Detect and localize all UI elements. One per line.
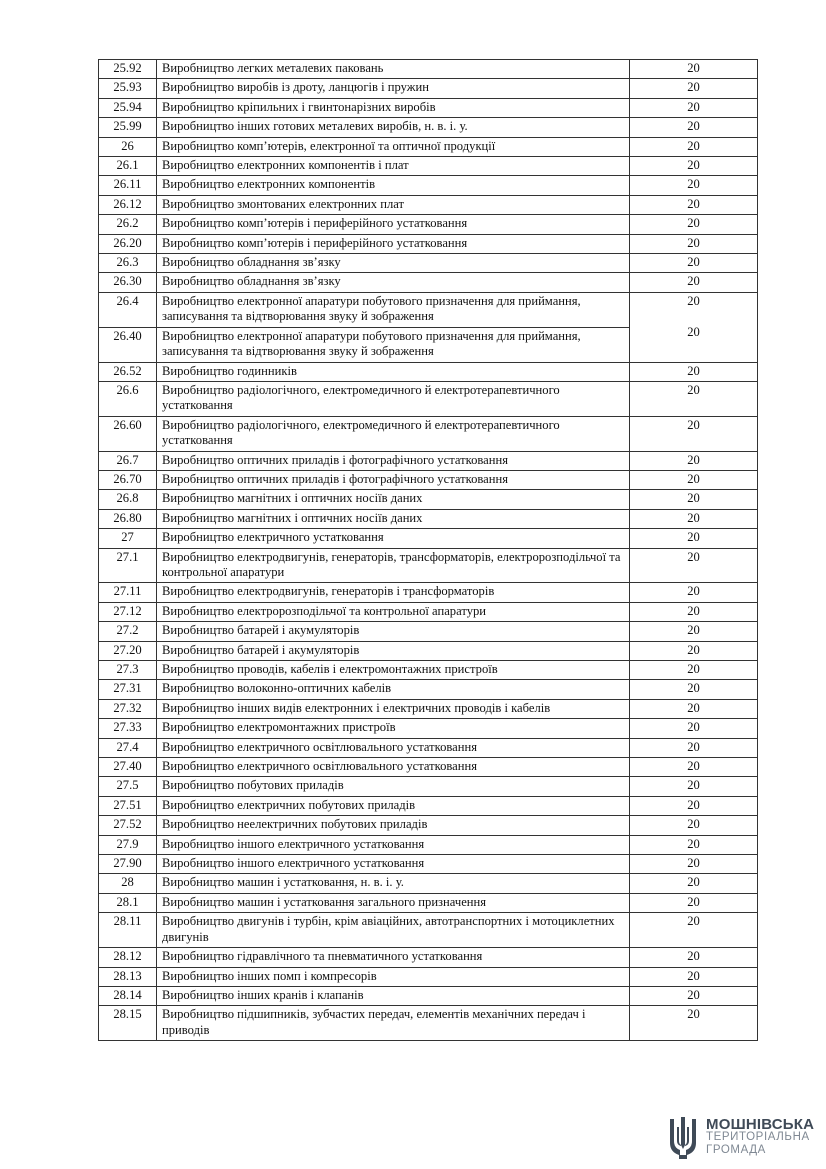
rate-cell: 20 — [630, 195, 758, 214]
table-row — [99, 913, 758, 948]
rate-cell: 20 — [630, 602, 758, 621]
table-row — [99, 548, 758, 583]
table-row — [99, 796, 758, 815]
kved-code-cell: 27.12 — [99, 602, 157, 621]
kved-rates-table — [98, 59, 758, 1041]
rate-cell: 20 — [630, 874, 758, 893]
table-row — [99, 215, 758, 234]
rate-cell: 20 — [630, 529, 758, 548]
kved-code-cell: 27.40 — [99, 758, 157, 777]
community-logo-text — [706, 1115, 815, 1157]
table-row — [99, 719, 758, 738]
table-row — [99, 777, 758, 796]
kved-code-cell: 26.12 — [99, 195, 157, 214]
activity-name-cell: Виробництво електронної апаратури побутового призначення для приймання, записування та відтворювання звуку й зображення — [157, 327, 630, 362]
table-row — [99, 816, 758, 835]
kved-code-cell: 28.12 — [99, 948, 157, 967]
rate-cell: 20 — [630, 98, 758, 117]
activity-name-cell: Виробництво магнітних і оптичних носіїв даних — [157, 509, 630, 528]
kved-code-cell: 27.5 — [99, 777, 157, 796]
rate-cell: 20 — [630, 490, 758, 509]
table-row — [99, 79, 758, 98]
rate-cell: 20 — [630, 796, 758, 815]
kved-code-cell: 26.30 — [99, 273, 157, 292]
table-row — [99, 490, 758, 509]
kved-code-cell: 26.70 — [99, 470, 157, 489]
activity-name-cell: Виробництво радіологічного, електромедичного й електротерапевтичного устатковання — [157, 381, 630, 416]
rate-cell: 20 — [630, 967, 758, 986]
rate-cell: 20 — [630, 816, 758, 835]
rate-cell: 20 — [630, 699, 758, 718]
kved-code-cell: 26.60 — [99, 416, 157, 451]
trident-emblem-icon — [666, 1115, 700, 1159]
kved-code-cell: 25.99 — [99, 118, 157, 137]
rate-cell: 20 — [630, 416, 758, 451]
table-row — [99, 98, 758, 117]
rate-cell: 20 — [630, 451, 758, 470]
activity-name-cell: Виробництво інших видів електронних і електричних проводів і кабелів — [157, 699, 630, 718]
activity-name-cell: Виробництво електродвигунів, генераторів, трансформаторів, електророзподільчої та контрольної апаратури — [157, 548, 630, 583]
rate-cell: 20 — [630, 622, 758, 641]
table-row — [99, 699, 758, 718]
rate-cell: 20 — [630, 60, 758, 79]
kved-code-cell: 26.4 — [99, 292, 157, 327]
kved-code-cell: 27.51 — [99, 796, 157, 815]
kved-code-cell: 27.1 — [99, 548, 157, 583]
table-row — [99, 529, 758, 548]
table-row — [99, 758, 758, 777]
kved-code-cell: 27.11 — [99, 583, 157, 602]
kved-code-cell: 28.15 — [99, 1006, 157, 1041]
rate-cell: 20 — [630, 641, 758, 660]
activity-name-cell: Виробництво інших готових металевих виробів, н. в. і. у. — [157, 118, 630, 137]
activity-name-cell: Виробництво двигунів і турбін, крім авіаційних, автотранспортних і мотоциклетних двигунів — [157, 913, 630, 948]
rate-cell: 20 — [630, 381, 758, 416]
table-row — [99, 362, 758, 381]
kved-code-cell: 25.94 — [99, 98, 157, 117]
activity-name-cell: Виробництво батарей і акумуляторів — [157, 622, 630, 641]
table-row — [99, 118, 758, 137]
activity-name-cell: Виробництво електронних компонентів — [157, 176, 630, 195]
rate-cell: 20 — [630, 176, 758, 195]
activity-name-cell: Виробництво обладнання зв’язку — [157, 254, 630, 273]
activity-name-cell: Виробництво проводів, кабелів і електромонтажних пристроїв — [157, 661, 630, 680]
activity-name-cell: Виробництво комп’ютерів і периферійного устатковання — [157, 234, 630, 253]
kved-code-cell: 27.9 — [99, 835, 157, 854]
table-row — [99, 176, 758, 195]
kved-code-cell: 27 — [99, 529, 157, 548]
kved-code-cell: 26.20 — [99, 234, 157, 253]
logo-title: МОШНІВСЬКА — [706, 1115, 815, 1133]
rate-cell: 20 — [630, 835, 758, 854]
activity-name-cell: Виробництво магнітних і оптичних носіїв даних — [157, 490, 630, 509]
rate-cell: 20 — [630, 157, 758, 176]
kved-code-cell: 25.92 — [99, 60, 157, 79]
table-row — [99, 893, 758, 912]
logo-subtitle-1: ТЕРИТОРІАЛЬНА — [706, 1130, 810, 1143]
kved-code-cell: 26.80 — [99, 509, 157, 528]
activity-name-cell: Виробництво інших кранів і клапанів — [157, 986, 630, 1005]
activity-name-cell: Виробництво машин і устатковання, н. в. і. у. — [157, 874, 630, 893]
rate-cell: 20 — [630, 583, 758, 602]
activity-name-cell: Виробництво підшипників, зубчастих передач, елементів механічних передач і приводів — [157, 1006, 630, 1041]
activity-name-cell: Виробництво машин і устатковання загального призначення — [157, 893, 630, 912]
kved-code-cell: 28.13 — [99, 967, 157, 986]
rate-cell: 20 — [630, 893, 758, 912]
kved-code-cell: 27.20 — [99, 641, 157, 660]
rate-cell-merged — [630, 292, 758, 362]
table-row — [99, 583, 758, 602]
kved-code-cell: 26.6 — [99, 381, 157, 416]
table-row — [99, 1006, 758, 1041]
kved-code-cell: 27.3 — [99, 661, 157, 680]
kved-code-cell: 28 — [99, 874, 157, 893]
rate-cell: 20 — [630, 548, 758, 583]
activity-name-cell: Виробництво обладнання зв’язку — [157, 273, 630, 292]
activity-name-cell: Виробництво кріпильних і гвинтонарізних виробів — [157, 98, 630, 117]
table-row — [99, 835, 758, 854]
activity-name-cell: Виробництво іншого електричного устатковання — [157, 855, 630, 874]
rate-cell: 20 — [630, 470, 758, 489]
table-row — [99, 641, 758, 660]
kved-code-cell: 27.2 — [99, 622, 157, 641]
activity-name-cell: Виробництво виробів із дроту, ланцюгів і пружин — [157, 79, 630, 98]
logo-subtitle-2: ГРОМАДА — [706, 1143, 766, 1156]
activity-name-cell: Виробництво електричного освітлювального устатковання — [157, 758, 630, 777]
kved-code-cell: 26.7 — [99, 451, 157, 470]
rate-cell: 20 — [630, 948, 758, 967]
activity-name-cell: Виробництво побутових приладів — [157, 777, 630, 796]
activity-name-cell: Виробництво електророзподільчої та контрольної апаратури — [157, 602, 630, 621]
kved-code-cell: 26.52 — [99, 362, 157, 381]
kved-code-cell: 26.1 — [99, 157, 157, 176]
rate-cell: 20 — [630, 986, 758, 1005]
rate-value: 20 — [687, 325, 700, 340]
table-row — [99, 986, 758, 1005]
activity-name-cell: Виробництво електричних побутових приладів — [157, 796, 630, 815]
table-row — [99, 381, 758, 416]
kved-code-cell: 26.40 — [99, 327, 157, 362]
table-row — [99, 622, 758, 641]
rate-cell: 20 — [630, 137, 758, 156]
kved-code-cell: 27.32 — [99, 699, 157, 718]
rate-cell: 20 — [630, 254, 758, 273]
rate-cell: 20 — [630, 509, 758, 528]
table-row — [99, 416, 758, 451]
rate-cell: 20 — [630, 913, 758, 948]
rate-cell: 20 — [630, 661, 758, 680]
activity-name-cell: Виробництво легких металевих паковань — [157, 60, 630, 79]
rate-cell: 20 — [630, 362, 758, 381]
table-row — [99, 738, 758, 757]
table-row — [99, 967, 758, 986]
activity-name-cell: Виробництво електричного устатковання — [157, 529, 630, 548]
table-row — [99, 292, 758, 327]
kved-code-cell: 27.33 — [99, 719, 157, 738]
activity-name-cell: Виробництво радіологічного, електромедичного й електротерапевтичного устатковання — [157, 416, 630, 451]
rate-cell: 20 — [630, 1006, 758, 1041]
rate-cell: 20 — [630, 738, 758, 757]
table-row — [99, 874, 758, 893]
rate-value: 20 — [687, 293, 700, 308]
community-logo — [666, 1111, 816, 1163]
kved-code-cell: 26 — [99, 137, 157, 156]
activity-name-cell: Виробництво гідравлічного та пневматичного устатковання — [157, 948, 630, 967]
activity-name-cell: Виробництво електродвигунів, генераторів і трансформаторів — [157, 583, 630, 602]
activity-name-cell: Виробництво оптичних приладів і фотографічного устатковання — [157, 451, 630, 470]
activity-name-cell: Виробництво батарей і акумуляторів — [157, 641, 630, 660]
activity-name-cell: Виробництво неелектричних побутових приладів — [157, 816, 630, 835]
kved-code-cell: 26.8 — [99, 490, 157, 509]
activity-name-cell: Виробництво волоконно-оптичних кабелів — [157, 680, 630, 699]
kved-code-cell: 25.93 — [99, 79, 157, 98]
rate-cell: 20 — [630, 234, 758, 253]
kved-code-cell: 26.3 — [99, 254, 157, 273]
rate-cell: 20 — [630, 719, 758, 738]
table-row — [99, 661, 758, 680]
table-row — [99, 855, 758, 874]
table-row — [99, 157, 758, 176]
activity-name-cell: Виробництво оптичних приладів і фотографічного устатковання — [157, 470, 630, 489]
activity-name-cell: Виробництво годинників — [157, 362, 630, 381]
activity-name-cell: Виробництво електронної апаратури побутового призначення для приймання, записування та відтворювання звуку й зображення — [157, 292, 630, 327]
table-row — [99, 137, 758, 156]
activity-name-cell: Виробництво іншого електричного устатковання — [157, 835, 630, 854]
table-row — [99, 195, 758, 214]
kved-code-cell: 27.31 — [99, 680, 157, 699]
rate-cell: 20 — [630, 118, 758, 137]
rate-cell: 20 — [630, 680, 758, 699]
kved-code-cell: 28.14 — [99, 986, 157, 1005]
kved-code-cell: 28.11 — [99, 913, 157, 948]
table-row — [99, 948, 758, 967]
kved-code-cell: 27.52 — [99, 816, 157, 835]
table-row — [99, 273, 758, 292]
kved-code-cell: 27.4 — [99, 738, 157, 757]
rate-cell: 20 — [630, 215, 758, 234]
activity-name-cell: Виробництво інших помп і компресорів — [157, 967, 630, 986]
rate-cell: 20 — [630, 855, 758, 874]
activity-name-cell: Виробництво змонтованих електронних плат — [157, 195, 630, 214]
table-row — [99, 60, 758, 79]
table-row — [99, 602, 758, 621]
table-row — [99, 451, 758, 470]
rate-cell: 20 — [630, 758, 758, 777]
activity-name-cell: Виробництво комп’ютерів, електронної та оптичної продукції — [157, 137, 630, 156]
kved-table-body — [99, 60, 758, 1041]
activity-name-cell: Виробництво електронних компонентів і плат — [157, 157, 630, 176]
activity-name-cell: Виробництво електромонтажних пристроїв — [157, 719, 630, 738]
activity-name-cell: Виробництво комп’ютерів і периферійного устатковання — [157, 215, 630, 234]
table-row — [99, 234, 758, 253]
kved-code-cell: 28.1 — [99, 893, 157, 912]
kved-code-cell: 26.2 — [99, 215, 157, 234]
rate-cell: 20 — [630, 79, 758, 98]
rate-cell: 20 — [630, 273, 758, 292]
table-row — [99, 254, 758, 273]
rate-cell: 20 — [630, 777, 758, 796]
kved-code-cell: 26.11 — [99, 176, 157, 195]
table-row — [99, 680, 758, 699]
activity-name-cell: Виробництво електричного освітлювального устатковання — [157, 738, 630, 757]
table-row — [99, 509, 758, 528]
kved-code-cell: 27.90 — [99, 855, 157, 874]
table-row — [99, 470, 758, 489]
